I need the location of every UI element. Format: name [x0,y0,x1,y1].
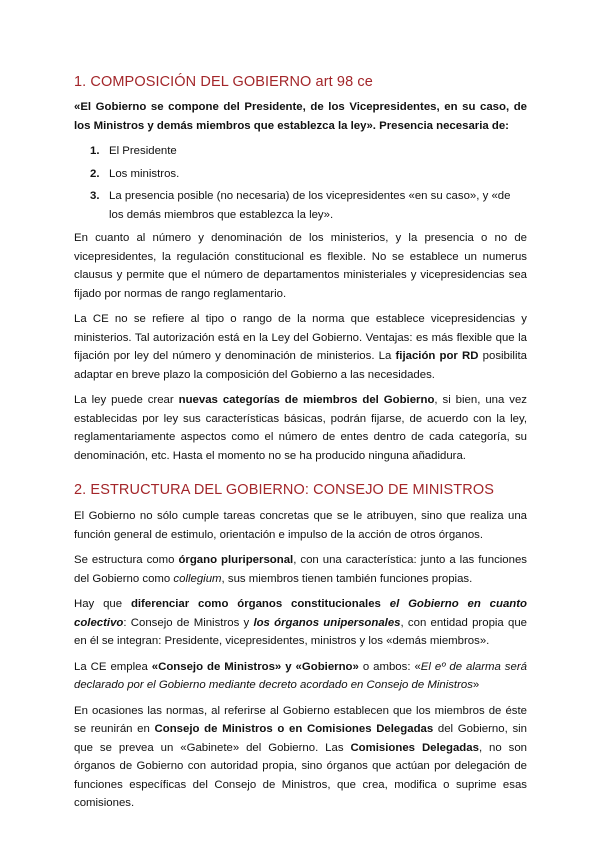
intro-tail: Presencia necesaria de: [375,119,509,132]
text-run: o ambos: « [358,660,421,673]
text-run: , no son órganos de Gobierno con autoridad propia, sino órganos que actúan por delegación de funciones específicas del Consejo de Ministros, que crea, modifica o suprime esas comisiones. [74,741,527,809]
section-1-paragraph-3 [74,391,527,465]
section-2-paragraph-1: El Gobierno no sólo cumple tareas concretas que se le atribuyen, sino que realiza una función general de estimulo, orientación e impulso de la acción de otros órganos. [74,510,527,541]
list-item [74,187,527,224]
section-1-paragraph-2 [74,310,527,384]
section-2-heading: 2. ESTRUCTURA DEL GOBIERNO: CONSEJO DE MINISTROS [74,482,494,498]
text-run: , sus miembros tienen también funciones propias. [221,572,473,585]
text-run: La ley puede crear [74,394,179,406]
bold-run: diferenciar como órganos constitucionales [130,598,381,610]
section-1-heading: 1. COMPOSICIÓN DEL GOBIERNO art 98 ce [74,74,373,90]
italic-run: collegium [173,572,222,585]
bold-run: Comisiones Delegadas [350,741,479,754]
text-run: , si bien, una vez establecidas por ley sus características básicas, podrán fijarse, de acuerdo con la ley, reglamentariamente aspectos como el número de entes dentro de cada categoría, su denominación, etc. Hasta el momento no se ha producido ninguna añadidura. [74,394,527,462]
section-2-paragraph-5 [74,702,527,813]
bold-italic-run: el Gobierno en cuanto colectivo [74,598,527,629]
list-number: 2. [90,167,100,180]
bold-run: nuevas categorías de miembros del Gobierno [178,394,435,406]
composition-list [74,142,527,224]
bold-italic-run: los órganos unipersonales [253,616,401,629]
document-page [74,74,527,820]
text-run: Hay que [74,598,131,610]
text-run: La CE no se refiere al tipo o rango de la norma que establece vicepresidencias y ministerios. Tal autorización está en la Ley del Gobierno. Ventajas: es más flexible que la fijación por ley del número y denominación de ministerios. La [74,313,527,362]
text-run: La CE emplea [74,660,152,673]
text-run: , con entidad propia que en él se integran: Presidente, vicepresidentes, ministros y los «demás miembros». [74,616,527,647]
text-run: posibilita adaptar en breve plazo la composición del Gobierno a las necesidades. [74,350,527,381]
list-text: La presencia posible (no necesaria) de los vicepresidentes «en su caso», y «de los demás miembros que establezca la ley». [109,190,511,221]
intro-quote: «El Gobierno se compone del Presidente, de los Vicepresidentes, en su caso, de los Ministros y demás miembros que establezca la ley». [74,101,527,132]
section-2-paragraph-3 [74,595,527,651]
bold-run: Consejo de Ministros o en Comisiones Delegadas [154,723,434,735]
bold-run: «Consejo de Ministros» y «Gobierno» [151,660,359,673]
section-1-paragraph-1: En cuanto al número y denominación de los ministerios, y la presencia o no de vicepresidentes, la regulación constitucional es flexible. No se establece un numerus clausus y permite que el número de departamentos ministeriales y vicepresidencias sea fijado por normas de rango reglamentario. [74,232,527,300]
list-text: El Presidente [109,145,177,157]
list-number: 1. [90,145,100,157]
list-item [74,142,527,161]
text-run: : Consejo de Ministros y [123,616,254,629]
bold-run: órgano pluripersonal [178,554,294,566]
bold-run: fijación por RD [395,350,479,362]
section-2-paragraph-4 [74,658,527,695]
list-item [74,165,527,184]
section-2-paragraph-2 [74,551,527,588]
section-1-intro [74,98,527,135]
italic-run: El eº de alarma será declarado por el Gobierno mediante decreto acordado en Consejo de Ministros [74,660,527,691]
text-run: del Gobierno, sin que se prevea un «Gabinete» del Gobierno. Las [74,723,528,754]
list-number: 3. [90,190,100,202]
text-run: » [472,679,480,691]
text-run: , con una característica: junto a las funciones del Gobierno como [74,554,527,585]
text-run [381,598,390,610]
text-run: Se estructura como [74,554,179,566]
list-text: Los ministros. [109,167,180,180]
text-run: En ocasiones las normas, al referirse al Gobierno establecen que los miembros de éste se reunirán en [74,704,527,735]
